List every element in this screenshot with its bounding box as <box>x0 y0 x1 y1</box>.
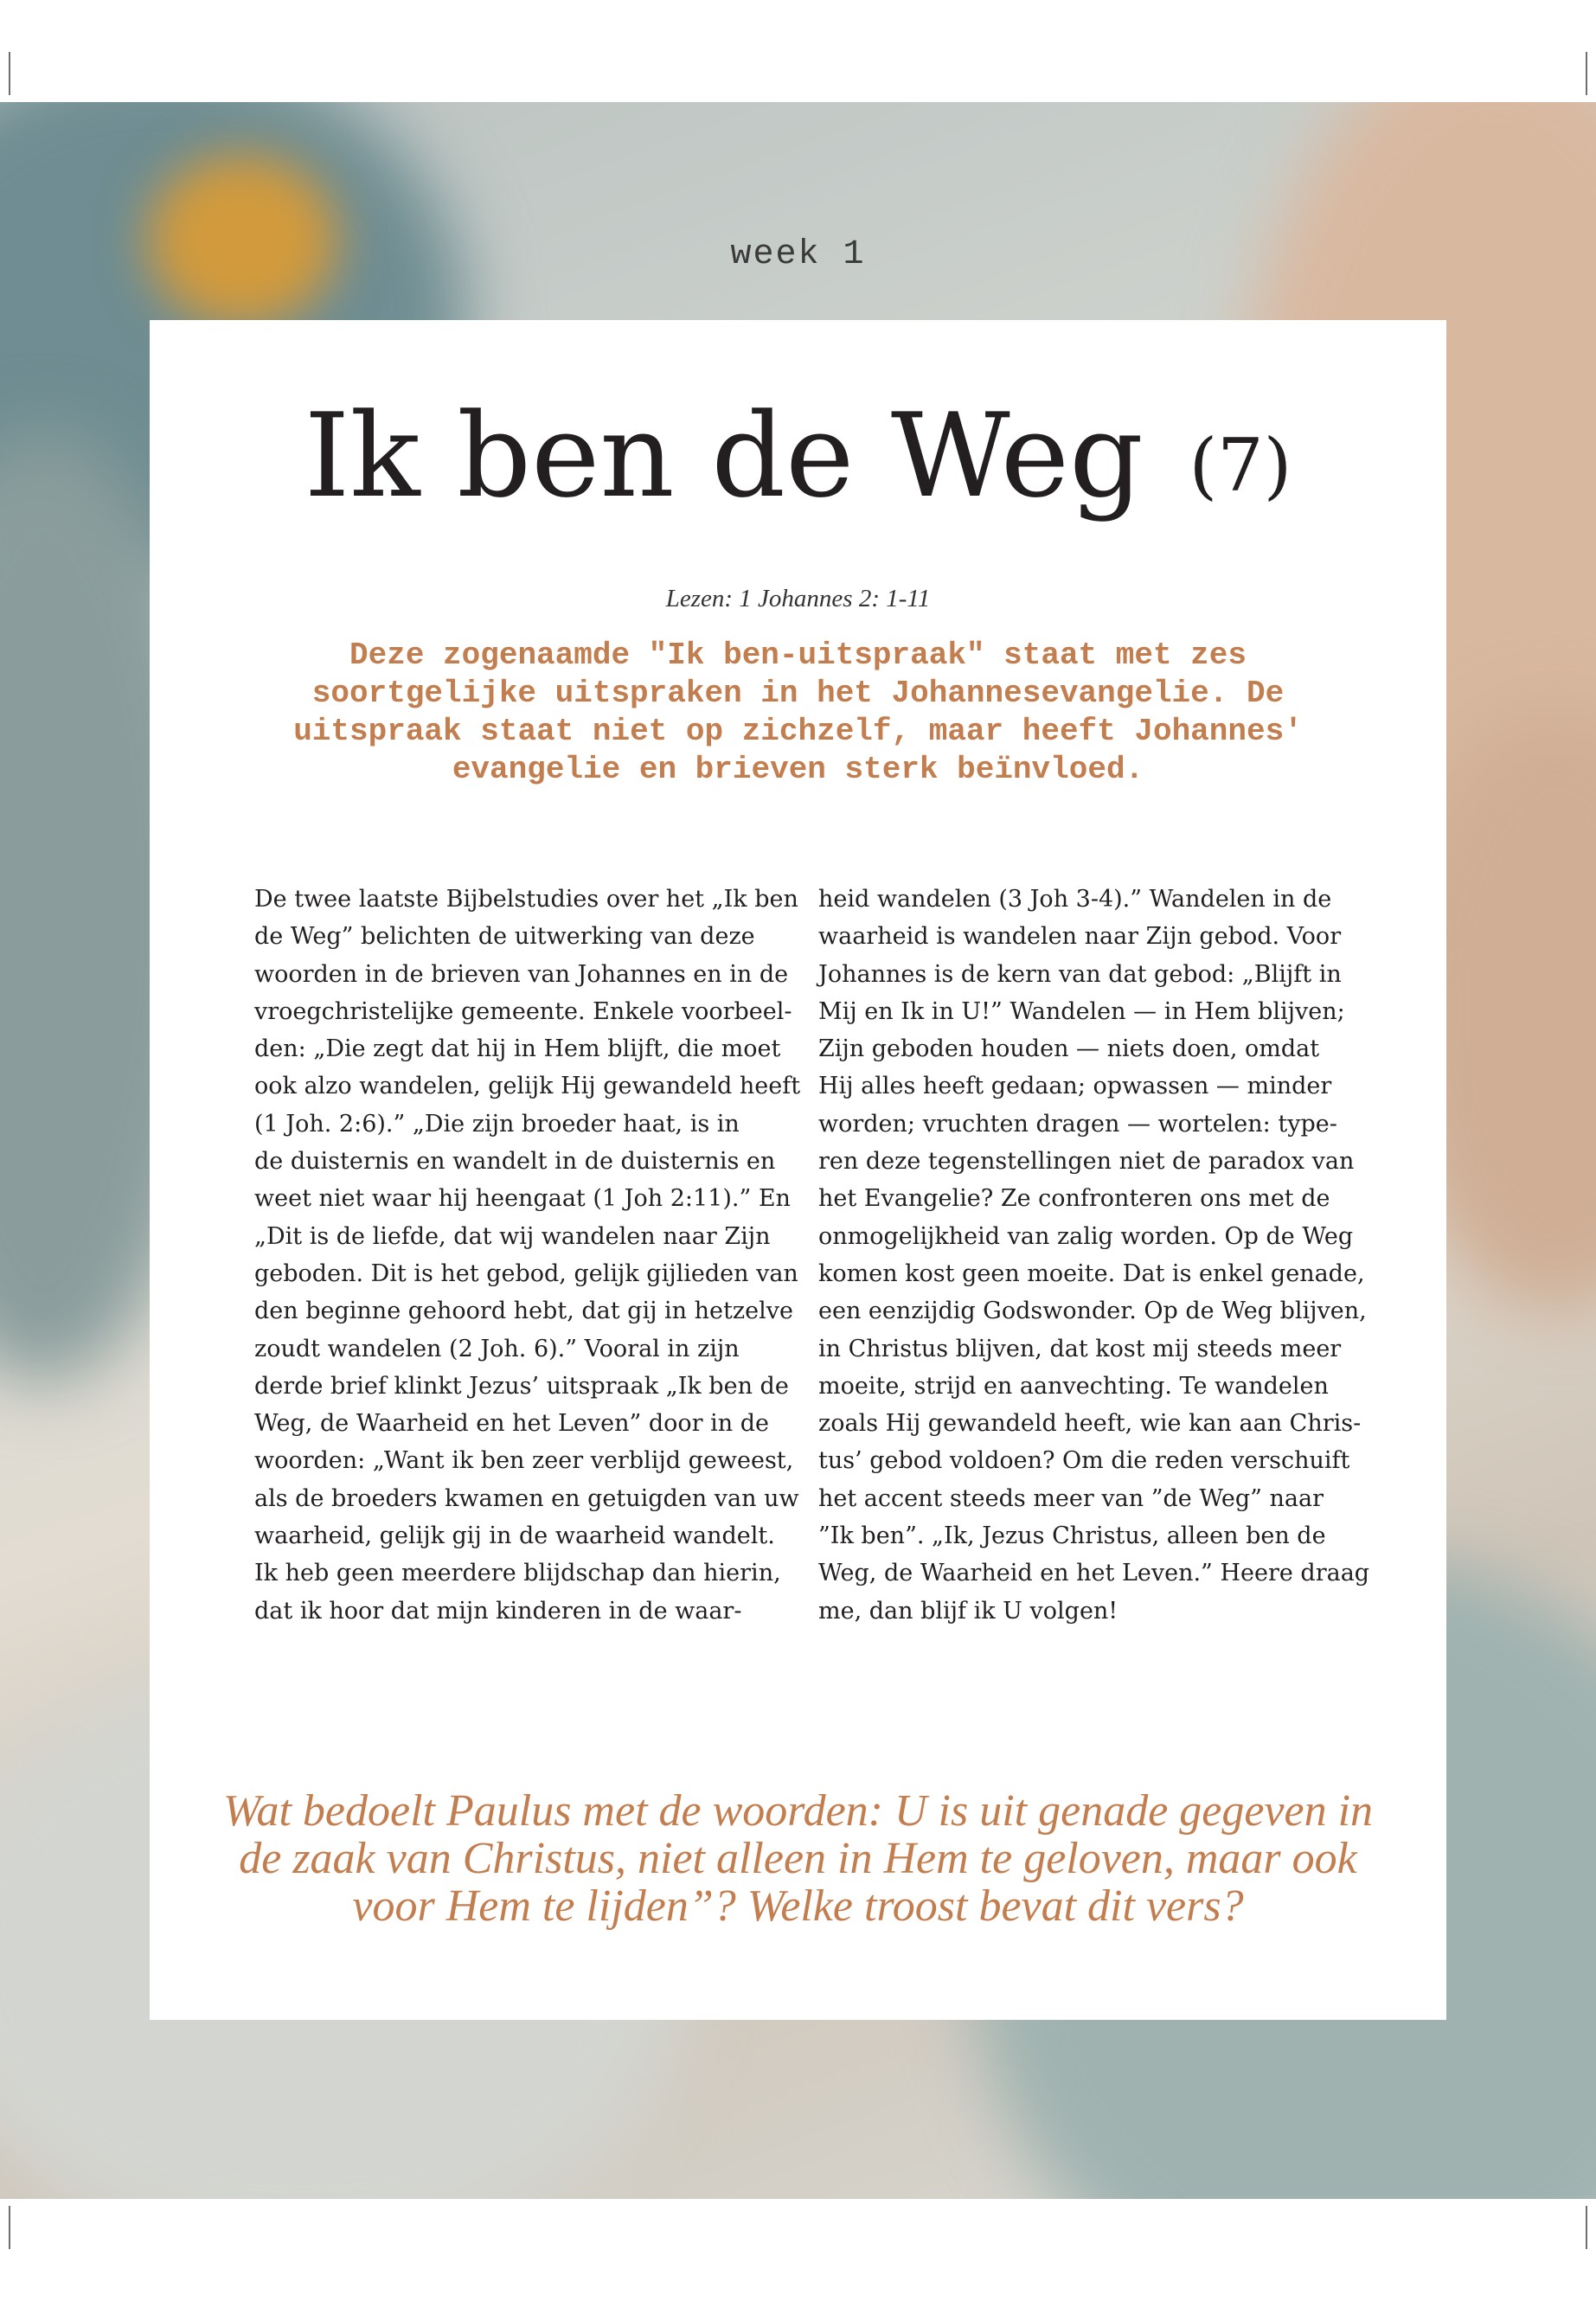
body-right-line: waarheid is wandelen naar Zijn gebod. Voor <box>818 923 1342 951</box>
body-right-line: ”Ik ben”. „Ik, Jezus Christus, alleen ben de <box>818 1522 1326 1550</box>
body-left-line: Ik heb geen meerdere blijdschap dan hierin, <box>254 1560 781 1587</box>
article-title <box>150 388 1446 523</box>
body-left-line: de Weg” belichten de uitwerking van deze <box>254 923 755 951</box>
body-left-line: woorden in de brieven van Johannes en in de <box>254 960 789 988</box>
body-right-line: moeite, strijd en aanvechting. Te wandelen <box>818 1372 1329 1400</box>
body-right-line: Mij en Ik in U!” Wandelen — in Hem blijven; <box>818 997 1345 1025</box>
crop-mark-bottom-left <box>9 2206 10 2249</box>
intro-text: Deze zogenaamde "Ik ben-uitspraak" staat met zes soortgelijke uitspraken in het Johannesevangelie. De uitspraak staat niet op zichzelf, maar heeft Johannes' evangelie en brieven sterk beïnvloed. <box>293 638 1303 787</box>
body-right-line: een eenzijdig Godswonder. Op de Weg blijven, <box>818 1298 1367 1325</box>
body-right-line: tus’ gebod voldoen? Om die reden verschuift <box>818 1447 1350 1475</box>
reading-reference: Lezen: 1 Johannes 2: 1-11 <box>665 585 931 612</box>
body-left-line: vroegchristelijke gemeente. Enkele voorbeel- <box>254 997 792 1025</box>
crop-mark-bottom-right <box>1586 2206 1587 2249</box>
body-column-right <box>818 881 1370 1630</box>
body-left-line: woorden: „Want ik ben zeer verblijd geweest, <box>254 1447 794 1475</box>
body-right-line: me, dan blijf ik U volgen! <box>818 1597 1118 1625</box>
body-left-line: (1 Joh. 2:6).” „Die zijn broeder haat, is in <box>254 1110 740 1138</box>
article-title-text: Ik ben de Weg <box>304 388 1144 523</box>
body-left-line: Weg, de Waarheid en het Leven” door in de <box>254 1410 770 1438</box>
body-left-line: zoudt wandelen (2 Joh. 6).” Vooral in zijn <box>254 1335 740 1362</box>
body-right-line: het accent steeds meer van ”de Weg” naar <box>818 1484 1324 1512</box>
article-card <box>150 320 1446 2020</box>
body-left-line: den beginne gehoord hebt, dat gij in hetzelve <box>254 1298 793 1325</box>
week-label: week 1 <box>730 235 866 274</box>
crop-mark-top-right <box>1586 52 1587 95</box>
body-left-line: De twee laatste Bijbelstudies over het „Ik ben <box>254 886 798 913</box>
body-left-line: derde brief klinkt Jezus’ uitspraak „Ik ben de <box>254 1372 789 1400</box>
body-left-line: geboden. Dit is het gebod, gelijk gijlieden van <box>254 1259 798 1287</box>
body-right-line: onmogelijkheid van zalig worden. Op de Weg <box>818 1222 1354 1250</box>
body-right-line: Weg, de Waarheid en het Leven.” Heere draag <box>818 1560 1370 1587</box>
crop-mark-top-left <box>9 52 10 95</box>
body-right-line: komen kost geen moeite. Dat is enkel genade, <box>818 1259 1365 1287</box>
body-right-line: worden; vruchten dragen — wortelen: type- <box>818 1110 1337 1138</box>
body-left-line: ook alzo wandelen, gelijk Hij gewandeld heeft <box>254 1073 801 1100</box>
body-left-line: waarheid, gelijk gij in de waarheid wandelt. <box>254 1522 775 1550</box>
body-right-line: zoals Hij gewandeld heeft, wie kan aan Chris- <box>818 1410 1362 1438</box>
body-column-left <box>254 881 801 1630</box>
body-left-line: den: „Die zegt dat hij in Hem blijft, die moet <box>254 1035 781 1063</box>
body-left-line: de duisternis en wandelt in de duisternis en <box>254 1148 776 1176</box>
body-left-line: dat ik hoor dat mijn kinderen in de waar- <box>254 1597 742 1625</box>
body-left-line: „Dit is de liefde, dat wij wandelen naar Zijn <box>254 1222 771 1250</box>
body-right-line: het Evangelie? Ze confronteren ons met de <box>818 1185 1330 1213</box>
article-title-number: (7) <box>1189 423 1292 508</box>
body-right-line: Zijn geboden houden — niets doen, omdat <box>818 1035 1320 1063</box>
body-right-line: heid wandelen (3 Joh 3-4).” Wandelen in de <box>818 886 1332 913</box>
body-left-line: weet niet waar hij heengaat (1 Joh 2:11).” En <box>254 1185 791 1213</box>
reflection-question: Wat bedoelt Paulus met de woorden: U is uit genade gegeven in de zaak van Christus, niet alleen in Hem te geloven, maar ook voor Hem te lijden”? Welke troost bevat dit vers? <box>222 1786 1374 1931</box>
body-right-line: in Christus blijven, dat kost mij steeds meer <box>818 1335 1342 1362</box>
body-right-line: Johannes is de kern van dat gebod: „Blijft in <box>818 960 1342 988</box>
body-right-line: Hij alles heeft gedaan; opwassen — minder <box>818 1073 1332 1100</box>
body-right-line: ren deze tegenstellingen niet de paradox van <box>818 1148 1355 1176</box>
body-left-line: als de broeders kwamen en getuigden van uw <box>254 1484 799 1512</box>
